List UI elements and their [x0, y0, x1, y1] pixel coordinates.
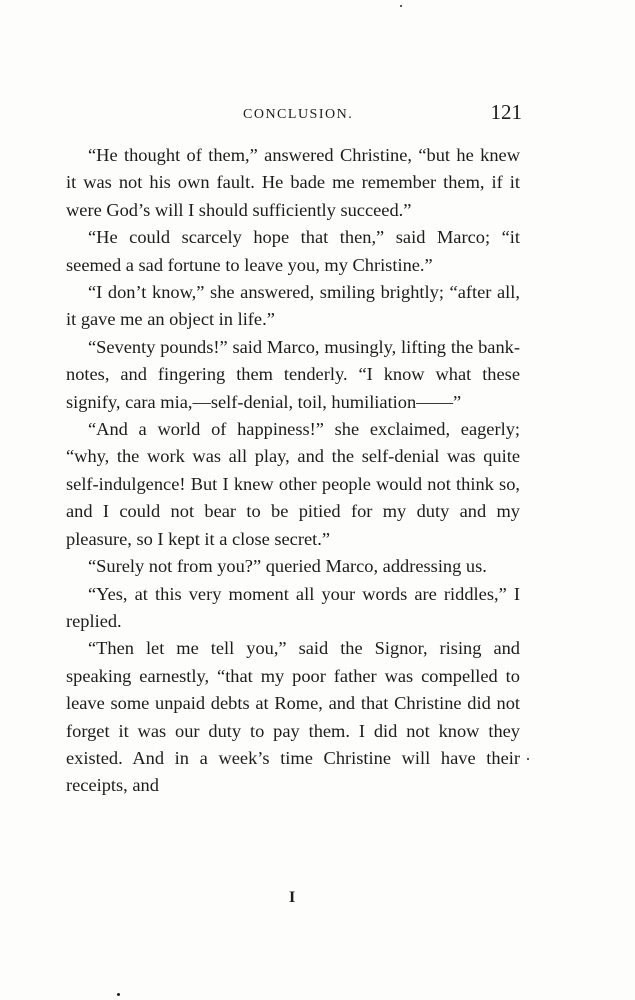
paragraph: “I don’t know,” she answered, smiling brightly; “after all, it gave me an object in life.” — [66, 282, 520, 330]
paragraph: “And a world of happiness!” she exclaimed, eagerly; “why, the work was all play, and the self-denial was quite self-indulgence! But I knew other people would not think so, and I could not bear to be pitied for my duty and my pleasure, so I kept it a close secret.” — [66, 419, 520, 549]
ink-speck — [117, 993, 120, 996]
paragraph: “Then let me tell you,” said the Signor, rising and speaking earnestly, “that my poor father was compelled to leave some unpaid debts at Rome, and that Christine did not forget it was our duty to pay them. I did not know they existed. And in a week’s time Christine will have their receipts, and — [66, 638, 520, 796]
page-number: 121 — [490, 100, 522, 124]
paragraph: “Seventy pounds!” said Marco, musingly, lifting the bank-notes, and fingering them tenderly. “I know what these signify, cara mia,—self-denial, toil, humiliation——” — [66, 336, 520, 412]
paragraph: “He could scarcely hope that then,” said Marco; “it seemed a sad fortune to leave you, my Christine.” — [66, 227, 520, 275]
paragraph: “Surely not from you?” queried Marco, addressing us. — [88, 556, 487, 577]
signature-mark: I — [289, 889, 296, 906]
running-head: CONCLUSION. — [243, 107, 354, 122]
ink-speck — [527, 758, 529, 760]
paragraph: “Yes, at this very moment all your words are riddles,” I replied. — [66, 583, 520, 631]
paragraph: “He thought of them,” answered Christine, “but he knew it was not his own fault. He bade me remember them, if it were God’s will I should sufficiently succeed.” — [66, 145, 520, 220]
page-header — [88, 100, 522, 130]
body-text — [66, 142, 520, 800]
ink-speck — [400, 5, 402, 7]
